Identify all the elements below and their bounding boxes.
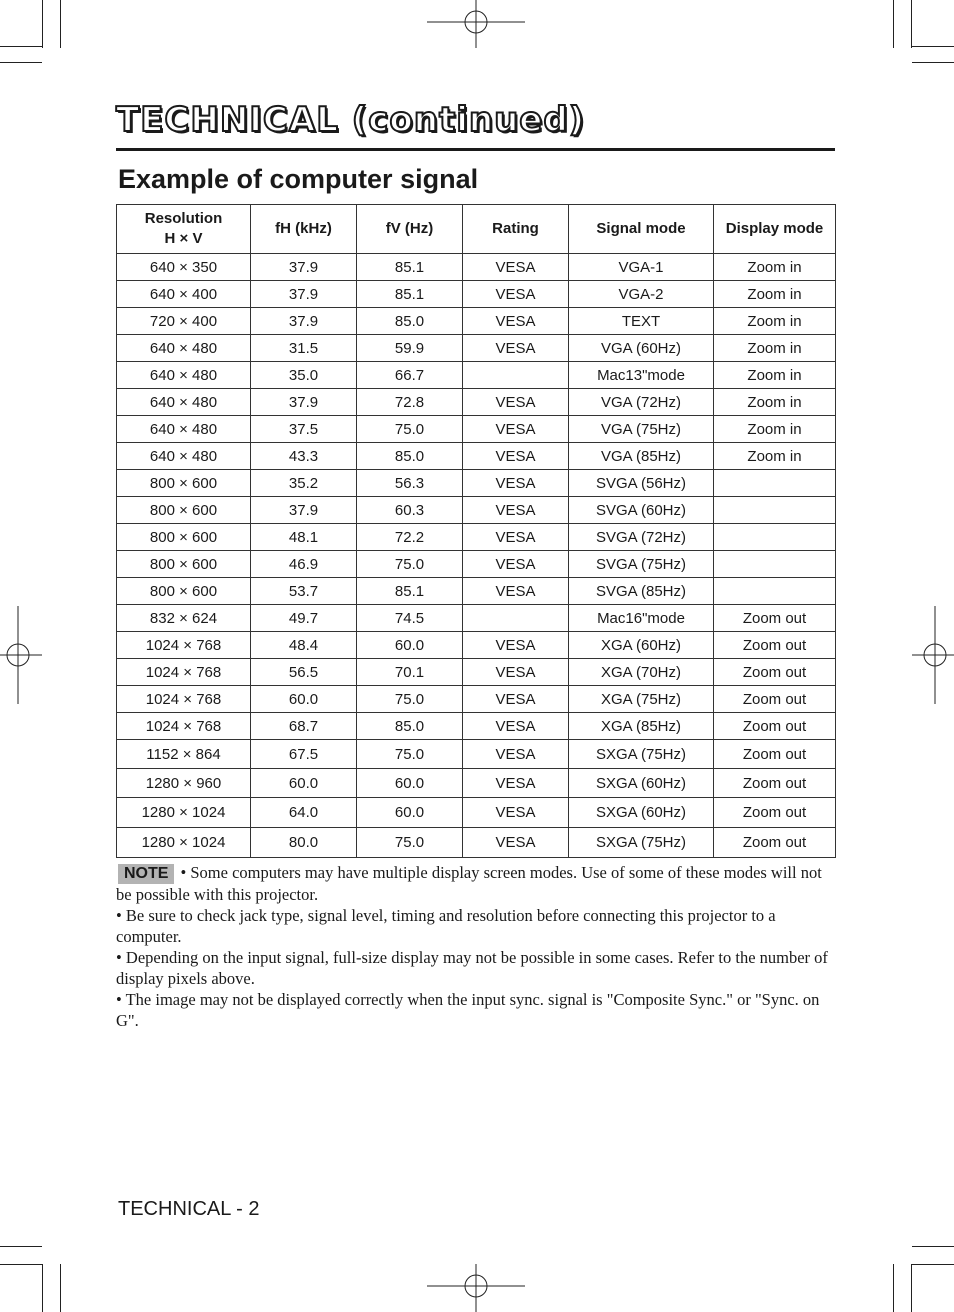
cell-fh: 56.5 xyxy=(251,659,357,686)
cell-fh: 68.7 xyxy=(251,713,357,740)
cell-resolution: 1280 × 1024 xyxy=(117,828,251,858)
cell-fh: 53.7 xyxy=(251,578,357,605)
cell-signal-mode: SVGA (85Hz) xyxy=(569,578,714,605)
cell-fh: 35.0 xyxy=(251,362,357,389)
cell-fh: 48.1 xyxy=(251,524,357,551)
cell-fv: 75.0 xyxy=(357,828,463,858)
cell-fh: 67.5 xyxy=(251,740,357,769)
note-item: • Be sure to check jack type, signal level, timing and resolution before connecting this projector to a computer. xyxy=(116,906,776,946)
cell-rating: VESA xyxy=(463,524,569,551)
table-row xyxy=(117,389,836,416)
cell-rating: VESA xyxy=(463,686,569,713)
cell-fv: 60.3 xyxy=(357,497,463,524)
cell-signal-mode: VGA (85Hz) xyxy=(569,443,714,470)
cell-fv: 75.0 xyxy=(357,416,463,443)
cell-fv: 85.0 xyxy=(357,308,463,335)
cell-rating: VESA xyxy=(463,254,569,281)
cell-signal-mode: TEXT xyxy=(569,308,714,335)
cell-resolution: 1152 × 864 xyxy=(117,740,251,769)
cell-resolution: 800 × 600 xyxy=(117,497,251,524)
crop-mark-bottom-right-h xyxy=(912,1246,954,1247)
cell-fv: 75.0 xyxy=(357,740,463,769)
cell-fh: 37.9 xyxy=(251,281,357,308)
cell-resolution: 640 × 480 xyxy=(117,335,251,362)
crop-mark-bottom-left-v xyxy=(42,1264,43,1312)
cell-display-mode: Zoom in xyxy=(714,335,836,362)
cell-resolution: 720 × 400 xyxy=(117,308,251,335)
cell-resolution: 800 × 600 xyxy=(117,551,251,578)
page-heading: TECHNICAL (continued) xyxy=(116,100,586,140)
table-row xyxy=(117,281,836,308)
cell-fh: 48.4 xyxy=(251,632,357,659)
cell-signal-mode: XGA (85Hz) xyxy=(569,713,714,740)
cell-fv: 72.2 xyxy=(357,524,463,551)
crop-mark-top-left-h2 xyxy=(0,62,42,63)
crop-mark-bottom-right-h2 xyxy=(912,1264,954,1265)
cell-fv: 85.0 xyxy=(357,443,463,470)
cell-signal-mode: SVGA (75Hz) xyxy=(569,551,714,578)
registration-mark-top-icon xyxy=(427,0,525,48)
cell-fv: 56.3 xyxy=(357,470,463,497)
note-badge: NOTE xyxy=(118,864,174,884)
cell-resolution: 640 × 480 xyxy=(117,416,251,443)
cell-fh: 80.0 xyxy=(251,828,357,858)
cell-fv: 59.9 xyxy=(357,335,463,362)
column-header-fh: fH (kHz) xyxy=(251,205,357,254)
registration-mark-left-icon xyxy=(0,606,42,704)
cell-rating: VESA xyxy=(463,798,569,828)
cell-rating: VESA xyxy=(463,769,569,798)
cell-resolution: 1024 × 768 xyxy=(117,632,251,659)
note-text: • Some computers may have multiple display screen modes. Use of some of these modes will not be possible with this projector. xyxy=(116,863,822,904)
cell-rating: VESA xyxy=(463,389,569,416)
cell-rating: VESA xyxy=(463,470,569,497)
cell-resolution: 800 × 600 xyxy=(117,524,251,551)
section-title: Example of computer signal xyxy=(118,164,479,194)
cell-signal-mode: VGA (75Hz) xyxy=(569,416,714,443)
table-row xyxy=(117,497,836,524)
cell-signal-mode: SXGA (60Hz) xyxy=(569,769,714,798)
cell-signal-mode: XGA (75Hz) xyxy=(569,686,714,713)
cell-resolution: 1024 × 768 xyxy=(117,686,251,713)
column-header-fv: fV (Hz) xyxy=(357,205,463,254)
crop-mark-top-right-v xyxy=(893,0,894,48)
cell-resolution: 800 × 600 xyxy=(117,470,251,497)
notes-section xyxy=(116,862,836,1031)
cell-signal-mode: XGA (60Hz) xyxy=(569,632,714,659)
cell-rating xyxy=(463,362,569,389)
cell-resolution: 800 × 600 xyxy=(117,578,251,605)
table-row xyxy=(117,524,836,551)
cell-rating: VESA xyxy=(463,335,569,362)
cell-display-mode: Zoom out xyxy=(714,632,836,659)
cell-display-mode: Zoom out xyxy=(714,769,836,798)
table-row xyxy=(117,659,836,686)
column-header-resolution xyxy=(117,205,251,254)
cell-fv: 70.1 xyxy=(357,659,463,686)
crop-mark-bottom-left-h2 xyxy=(0,1264,42,1265)
note-item: • The image may not be displayed correctly when the input sync. signal is "Composite Sync." or "Sync. on G". xyxy=(116,990,820,1030)
cell-fv: 85.0 xyxy=(357,713,463,740)
cell-rating: VESA xyxy=(463,740,569,769)
cell-fv: 75.0 xyxy=(357,686,463,713)
cell-signal-mode: SVGA (56Hz) xyxy=(569,470,714,497)
cell-fv: 60.0 xyxy=(357,798,463,828)
crop-mark-bottom-right-v2 xyxy=(911,1264,912,1312)
cell-display-mode: Zoom out xyxy=(714,686,836,713)
cell-display-mode: Zoom in xyxy=(714,254,836,281)
cell-signal-mode: Mac13"mode xyxy=(569,362,714,389)
cell-display-mode: Zoom in xyxy=(714,416,836,443)
crop-mark-bottom-left-v2 xyxy=(60,1264,61,1312)
resolution-header-line1: Resolution xyxy=(144,210,223,227)
cell-display-mode xyxy=(714,524,836,551)
cell-fh: 37.9 xyxy=(251,308,357,335)
cell-fh: 37.9 xyxy=(251,254,357,281)
table-header-row xyxy=(117,205,836,254)
crop-mark-top-left-v xyxy=(42,0,43,48)
cell-signal-mode: VGA-1 xyxy=(569,254,714,281)
registration-mark-right-icon xyxy=(912,606,954,704)
cell-display-mode xyxy=(714,551,836,578)
cell-fv: 66.7 xyxy=(357,362,463,389)
cell-fh: 37.5 xyxy=(251,416,357,443)
cell-display-mode: Zoom in xyxy=(714,281,836,308)
cell-resolution: 640 × 350 xyxy=(117,254,251,281)
table-row xyxy=(117,713,836,740)
cell-resolution: 640 × 480 xyxy=(117,389,251,416)
cell-display-mode: Zoom out xyxy=(714,828,836,858)
cell-display-mode: Zoom in xyxy=(714,362,836,389)
cell-signal-mode: VGA (72Hz) xyxy=(569,389,714,416)
cell-fh: 37.9 xyxy=(251,389,357,416)
cell-display-mode xyxy=(714,578,836,605)
cell-fh: 49.7 xyxy=(251,605,357,632)
cell-rating: VESA xyxy=(463,308,569,335)
table-row xyxy=(117,443,836,470)
cell-display-mode: Zoom in xyxy=(714,389,836,416)
table-row xyxy=(117,362,836,389)
cell-display-mode: Zoom out xyxy=(714,798,836,828)
table-row xyxy=(117,551,836,578)
cell-resolution: 640 × 400 xyxy=(117,281,251,308)
page-footer: TECHNICAL - 2 xyxy=(118,1198,260,1220)
cell-signal-mode: SVGA (60Hz) xyxy=(569,497,714,524)
cell-signal-mode: SXGA (60Hz) xyxy=(569,798,714,828)
cell-fv: 85.1 xyxy=(357,281,463,308)
cell-rating: VESA xyxy=(463,416,569,443)
cell-display-mode xyxy=(714,470,836,497)
cell-display-mode: Zoom in xyxy=(714,443,836,470)
cell-fh: 64.0 xyxy=(251,798,357,828)
cell-rating: VESA xyxy=(463,551,569,578)
cell-rating: VESA xyxy=(463,713,569,740)
cell-rating: VESA xyxy=(463,632,569,659)
cell-fv: 60.0 xyxy=(357,769,463,798)
cell-rating: VESA xyxy=(463,659,569,686)
cell-resolution: 832 × 624 xyxy=(117,605,251,632)
cell-signal-mode: XGA (70Hz) xyxy=(569,659,714,686)
cell-fh: 60.0 xyxy=(251,686,357,713)
table-row xyxy=(117,308,836,335)
cell-rating: VESA xyxy=(463,828,569,858)
cell-rating: VESA xyxy=(463,443,569,470)
crop-mark-top-right-h xyxy=(912,46,954,47)
cell-display-mode: Zoom out xyxy=(714,740,836,769)
cell-fh: 37.9 xyxy=(251,497,357,524)
registration-mark-bottom-icon xyxy=(427,1264,525,1312)
table-row xyxy=(117,416,836,443)
cell-resolution: 640 × 480 xyxy=(117,443,251,470)
table-row xyxy=(117,798,836,828)
cell-signal-mode: VGA-2 xyxy=(569,281,714,308)
cell-rating: VESA xyxy=(463,497,569,524)
column-header-signal-mode: Signal mode xyxy=(569,205,714,254)
cell-resolution: 1024 × 768 xyxy=(117,659,251,686)
table-row xyxy=(117,632,836,659)
cell-fv: 72.8 xyxy=(357,389,463,416)
crop-mark-top-left-v2 xyxy=(60,0,61,48)
table-row xyxy=(117,769,836,798)
cell-rating: VESA xyxy=(463,578,569,605)
crop-mark-bottom-right-v xyxy=(893,1264,894,1312)
cell-display-mode xyxy=(714,497,836,524)
cell-fh: 60.0 xyxy=(251,769,357,798)
resolution-header-line2: H × V xyxy=(164,230,203,247)
cell-fv: 60.0 xyxy=(357,632,463,659)
crop-mark-top-right-h2 xyxy=(912,62,954,63)
heading-rule xyxy=(116,148,835,151)
cell-fv: 85.1 xyxy=(357,254,463,281)
column-header-rating: Rating xyxy=(463,205,569,254)
table-row xyxy=(117,605,836,632)
cell-fv: 75.0 xyxy=(357,551,463,578)
cell-rating xyxy=(463,605,569,632)
signal-table xyxy=(116,204,836,858)
table-row xyxy=(117,686,836,713)
column-header-display-mode: Display mode xyxy=(714,205,836,254)
cell-fh: 46.9 xyxy=(251,551,357,578)
cell-rating: VESA xyxy=(463,281,569,308)
cell-signal-mode: VGA (60Hz) xyxy=(569,335,714,362)
cell-resolution: 640 × 480 xyxy=(117,362,251,389)
cell-signal-mode: SVGA (72Hz) xyxy=(569,524,714,551)
cell-signal-mode: Mac16"mode xyxy=(569,605,714,632)
crop-mark-top-left-h xyxy=(0,46,42,47)
crop-mark-bottom-left-h xyxy=(0,1246,42,1247)
table-row xyxy=(117,740,836,769)
cell-signal-mode: SXGA (75Hz) xyxy=(569,828,714,858)
cell-display-mode: Zoom out xyxy=(714,713,836,740)
note-item xyxy=(116,862,836,905)
table-row xyxy=(117,470,836,497)
cell-fh: 35.2 xyxy=(251,470,357,497)
cell-fv: 74.5 xyxy=(357,605,463,632)
cell-resolution: 1280 × 960 xyxy=(117,769,251,798)
cell-signal-mode: SXGA (75Hz) xyxy=(569,740,714,769)
note-item: • Depending on the input signal, full-size display may not be possible in some cases. Refer to the number of display pixels above. xyxy=(116,948,828,988)
cell-fh: 43.3 xyxy=(251,443,357,470)
cell-resolution: 1024 × 768 xyxy=(117,713,251,740)
cell-display-mode: Zoom out xyxy=(714,605,836,632)
crop-mark-top-right-v2 xyxy=(911,0,912,48)
table-row xyxy=(117,254,836,281)
cell-fh: 31.5 xyxy=(251,335,357,362)
cell-display-mode: Zoom out xyxy=(714,659,836,686)
table-row xyxy=(117,828,836,858)
cell-resolution: 1280 × 1024 xyxy=(117,798,251,828)
cell-display-mode: Zoom in xyxy=(714,308,836,335)
table-row xyxy=(117,335,836,362)
cell-fv: 85.1 xyxy=(357,578,463,605)
table-row xyxy=(117,578,836,605)
